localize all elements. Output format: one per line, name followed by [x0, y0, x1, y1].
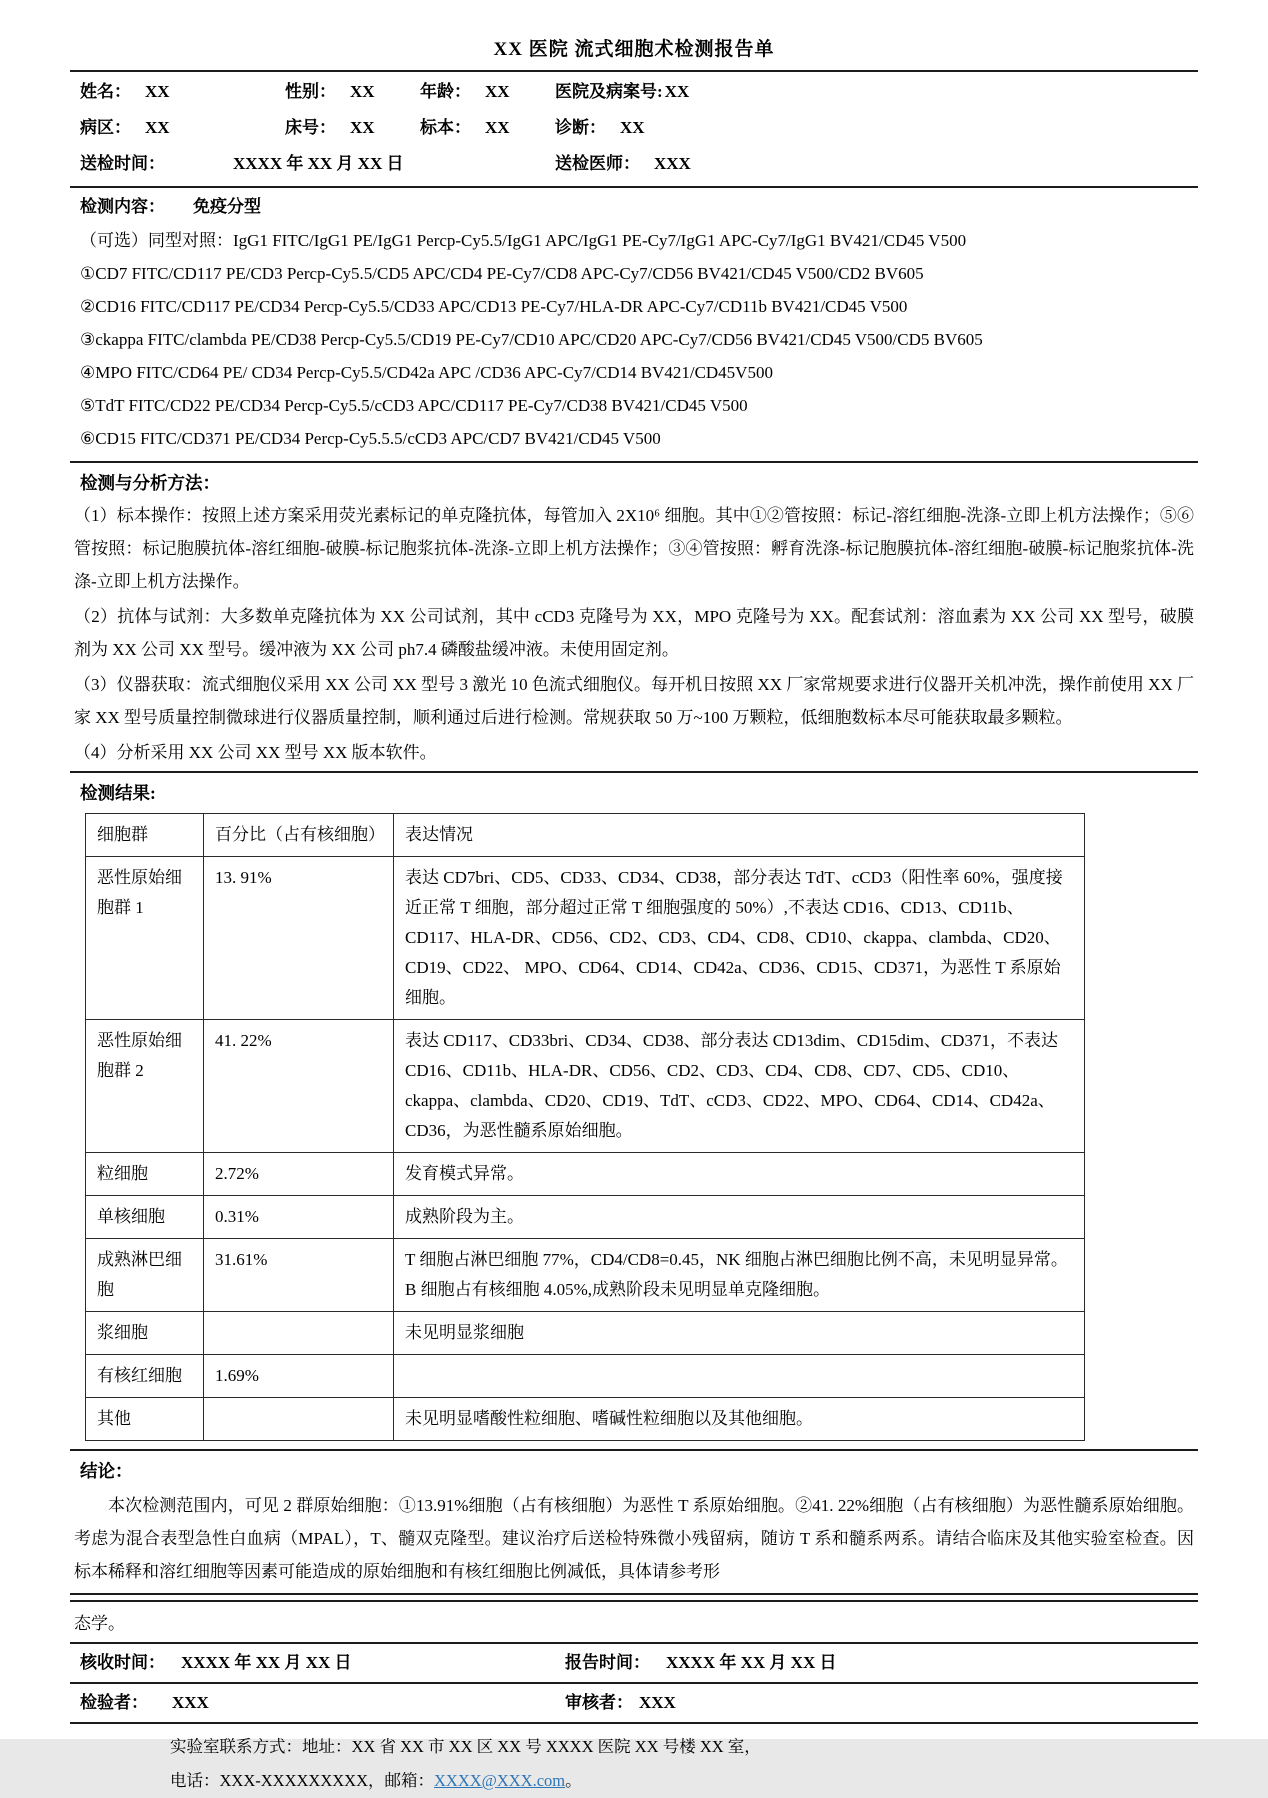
- name-value: XX: [145, 82, 170, 101]
- table-row-malignant-blast-1: [86, 857, 1085, 1020]
- patient-gender-field: [285, 74, 420, 110]
- cell-expression: 成熟阶段为主。: [394, 1196, 1085, 1239]
- col-header-expression: 表达情况: [394, 814, 1085, 857]
- report-time-field: [565, 1644, 1188, 1682]
- ward-value: XX: [145, 118, 170, 137]
- diagnosis-value: XX: [620, 118, 645, 137]
- panel-tube-1: ①CD7 FITC/CD117 PE/CD3 Percp-Cy5.5/CD5 APC/CD4 PE-Cy7/CD8 APC-Cy7/CD56 BV421/CD45 V500/CD2 BV605: [80, 264, 924, 283]
- col-header-cell-group: 细胞群: [86, 814, 204, 857]
- table-row-granulocytes: [86, 1153, 1085, 1196]
- method-paragraph-4: （4）分析采用 XX 公司 XX 型号 XX 版本软件。: [74, 743, 437, 762]
- patient-hospital-no-field: [555, 74, 1188, 110]
- hospital-no-label: 医院及病案号:: [555, 82, 663, 101]
- cell-percent: 13. 91%: [204, 857, 394, 1020]
- table-row-monocytes: [86, 1196, 1085, 1239]
- cell-expression: 未见明显嗜酸性粒细胞、嗜碱性粒细胞以及其他细胞。: [394, 1398, 1085, 1441]
- examiner-label: 检验者：: [80, 1693, 148, 1712]
- table-row-nucleated-rbc: [86, 1355, 1085, 1398]
- test-content-label: 检测内容：: [80, 197, 165, 216]
- age-label: 年龄：: [420, 82, 471, 101]
- cell-percent: 41. 22%: [204, 1020, 394, 1153]
- contact-address-line: 实验室联系方式：地址：XX 省 XX 市 XX 区 XX 号 XXXX 医院 XX 号楼 XX 室，: [170, 1737, 761, 1756]
- cell-expression: [394, 1355, 1085, 1398]
- page-title: XX 医院 流式细胞术检测报告单: [493, 39, 775, 60]
- table-row-mature-lymphocytes: [86, 1239, 1085, 1312]
- panel-tube-3: ③ckappa FITC/clambda PE/CD38 Percp-Cy5.5/CD19 PE-Cy7/CD10 APC/CD20 APC-Cy7/CD56 BV421/CD45 V500/CD5 BV605: [80, 330, 983, 349]
- cell-percent: [204, 1398, 394, 1441]
- reviewer-value: XXX: [639, 1693, 676, 1712]
- send-time-label: 送检时间：: [80, 154, 165, 173]
- panel-tube-6: ⑥CD15 FITC/CD371 PE/CD34 Percp-Cy5.5.5/cCD3 APC/CD7 BV421/CD45 V500: [80, 429, 661, 448]
- results-heading: 检测结果:: [80, 783, 156, 803]
- cell-expression: T 细胞占淋巴细胞 77%，CD4/CD8=0.45，NK 细胞占淋巴细胞比例不高，未见明显异常。B 细胞占有核细胞 4.05%,成熟阶段未见明显单克隆细胞。: [394, 1239, 1085, 1312]
- panel-isotype-control: （可选）同型对照：IgG1 FITC/IgG1 PE/IgG1 Percp-Cy5.5/IgG1 APC/IgG1 PE-Cy7/IgG1 APC-Cy7/IgG1 BV421/CD45 V500: [80, 231, 967, 250]
- gender-label: 性别：: [285, 82, 336, 101]
- page-break-divider: [70, 1593, 1198, 1602]
- patient-info: [70, 72, 1198, 186]
- name-label: 姓名：: [80, 82, 131, 101]
- examiner-field: [80, 1684, 565, 1722]
- results-header-row: [86, 814, 1085, 857]
- cell-group: 粒细胞: [86, 1153, 204, 1196]
- conclusion-text-part2: 态学。: [74, 1614, 125, 1633]
- diagnosis-label: 诊断：: [555, 118, 606, 137]
- col-header-percent: 百分比（占有核细胞）: [204, 814, 394, 857]
- table-row-malignant-blast-2: [86, 1020, 1085, 1153]
- test-content-line: [70, 188, 1198, 222]
- cell-expression: 表达 CD117、CD33bri、CD34、CD38、部分表达 CD13dim、CD15dim、CD371，不表达 CD16、CD11b、HLA-DR、CD56、CD2、CD3、CD4、CD8、CD7、CD5、CD10、ckappa、clambda、CD20、CD19、TdT、cCD3、CD22、MPO、CD64、CD14、CD42a、CD36，为恶性髓系原始细胞。: [394, 1020, 1085, 1153]
- receive-time-field: [80, 1644, 565, 1682]
- cell-group: 其他: [86, 1398, 204, 1441]
- gender-value: XX: [350, 82, 375, 101]
- patient-diagnosis-field: [555, 110, 1188, 146]
- examiner-value: XXX: [172, 1693, 209, 1712]
- hospital-no-value: XX: [664, 82, 690, 101]
- patient-name-field: [80, 74, 285, 110]
- test-content-value: 免疫分型: [193, 197, 261, 216]
- contact-phone-line: [170, 1764, 1198, 1798]
- email-link[interactable]: XXXX@XXX.com: [433, 1771, 566, 1790]
- cell-group: 恶性原始细胞群 1: [86, 857, 204, 1020]
- send-time-field: [80, 146, 555, 182]
- results-table: [85, 813, 1085, 1441]
- patient-ward-field: [80, 110, 285, 146]
- method-paragraph-2: （2）抗体与试剂：大多数单克隆抗体为 XX 公司试剂，其中 cCD3 克隆号为 XX，MPO 克隆号为 XX。配套试剂：溶血素为 XX 公司 XX 型号，破膜剂为 XX 公司 XX 型号。缓冲液为 XX 公司 ph7.4 磷酸盐缓冲液。未使用固定剂。: [74, 607, 1194, 659]
- methods-heading: 检测与分析方法：: [80, 473, 220, 493]
- lab-contact-info: [170, 1724, 1198, 1798]
- panel-tube-4: ④MPO FITC/CD64 PE/ CD34 Percp-Cy5.5/CD42a APC /CD36 APC-Cy7/CD14 BV421/CD45V500: [80, 363, 773, 382]
- reviewer-field: [565, 1684, 1188, 1722]
- specimen-label: 标本：: [420, 118, 471, 137]
- reviewer-label: 审核者：: [565, 1693, 633, 1712]
- cell-group: 恶性原始细胞群 2: [86, 1020, 204, 1153]
- method-paragraph-3: （3）仪器获取：流式细胞仪采用 XX 公司 XX 型号 3 激光 10 色流式细胞仪。每开机日按照 XX 厂家常规要求进行仪器开关机冲洗，操作前使用 XX 厂家 XX 型号质量控制微球进行仪器质量控制，顺利通过后进行检测。常规获取 50 万~100 万颗粒，低细胞数标本尽可能获取最多颗粒。: [74, 675, 1194, 727]
- report-time-value: XXXX 年 XX 月 XX 日: [666, 1653, 837, 1672]
- signers-row: [70, 1684, 1198, 1722]
- send-time-value: XXXX 年 XX 月 XX 日: [233, 154, 404, 173]
- times-row: [70, 1644, 1198, 1682]
- receive-time-value: XXXX 年 XX 月 XX 日: [181, 1653, 352, 1672]
- cell-group: 成熟淋巴细胞: [86, 1239, 204, 1312]
- cell-percent: 31.61%: [204, 1239, 394, 1312]
- phone-label: 电话：XXX-XXXXXXXXX，邮箱：: [170, 1771, 434, 1790]
- cell-percent: 1.69%: [204, 1355, 394, 1398]
- patient-age-field: [420, 74, 555, 110]
- receive-time-label: 核收时间：: [80, 1653, 165, 1672]
- cell-percent: [204, 1312, 394, 1355]
- conclusion-text-part1: 本次检测范围内，可见 2 群原始细胞：①13.91%细胞（占有核细胞）为恶性 T 系原始细胞。②41. 22%细胞（占有核细胞）为恶性髓系原始细胞。考虑为混合表型急性白血病（MPAL），T、髓双克隆型。建议治疗后送检特殊微小残留病，随访 T 系和髓系两系。请结合临床及其他实验室检查。因标本稀释和溶红细胞等因素可能造成的原始细胞和有核红细胞比例减低，具体请参考形: [74, 1496, 1194, 1581]
- cell-expression: 发育模式异常。: [394, 1153, 1085, 1196]
- table-row-other: [86, 1398, 1085, 1441]
- bed-value: XX: [350, 118, 375, 137]
- report-time-label: 报告时间：: [565, 1653, 650, 1672]
- age-value: XX: [485, 82, 510, 101]
- specimen-value: XX: [485, 118, 510, 137]
- cell-group: 有核红细胞: [86, 1355, 204, 1398]
- cell-group: 单核细胞: [86, 1196, 204, 1239]
- ward-label: 病区：: [80, 118, 131, 137]
- patient-specimen-field: [420, 110, 555, 146]
- patient-bed-field: [285, 110, 420, 146]
- panel-tube-2: ②CD16 FITC/CD117 PE/CD34 Percp-Cy5.5/CD33 APC/CD13 PE-Cy7/HLA-DR APC-Cy7/CD11b BV421/CD45 V500: [80, 297, 908, 316]
- conclusion-heading: 结论：: [80, 1461, 133, 1481]
- email-suffix: 。: [565, 1771, 582, 1790]
- cell-expression: 未见明显浆细胞: [394, 1312, 1085, 1355]
- method-paragraph-1: （1）标本操作：按照上述方案采用荧光素标记的单克隆抗体，每管加入 2X10⁶ 细胞。其中①②管按照：标记-溶红细胞-洗涤-立即上机方法操作；⑤⑥管按照：标记胞膜抗体-溶红细胞-破膜-标记胞浆抗体-洗涤-立即上机方法操作；③④管按照：孵育洗涤-标记胞膜抗体-溶红细胞-破膜-标记胞浆抗体-洗涤-立即上机方法操作。: [74, 506, 1194, 591]
- panel-tube-5: ⑤TdT FITC/CD22 PE/CD34 Percp-Cy5.5/cCD3 APC/CD117 PE-Cy7/CD38 BV421/CD45 V500: [80, 396, 748, 415]
- bed-label: 床号：: [285, 118, 336, 137]
- cell-percent: 2.72%: [204, 1153, 394, 1196]
- cell-percent: 0.31%: [204, 1196, 394, 1239]
- table-row-plasma-cells: [86, 1312, 1085, 1355]
- antibody-panel-list: [70, 222, 1198, 461]
- send-doctor-label: 送检医师：: [555, 154, 640, 173]
- cell-expression: 表达 CD7bri、CD5、CD33、CD34、CD38，部分表达 TdT、cCD3（阳性率 60%，强度接近正常 T 细胞，部分超过正常 T 细胞强度的 50%）,不表达 CD16、CD13、CD11b、CD117、HLA-DR、CD56、CD2、CD3、CD4、CD8、CD10、ckappa、clambda、CD20、CD19、CD22、 MPO、CD64、CD14、CD42a、CD36、CD15、CD371，为恶性 T 系原始细胞。: [394, 857, 1085, 1020]
- send-doctor-field: [555, 146, 1188, 182]
- send-doctor-value: XXX: [654, 154, 691, 173]
- cell-group: 浆细胞: [86, 1312, 204, 1355]
